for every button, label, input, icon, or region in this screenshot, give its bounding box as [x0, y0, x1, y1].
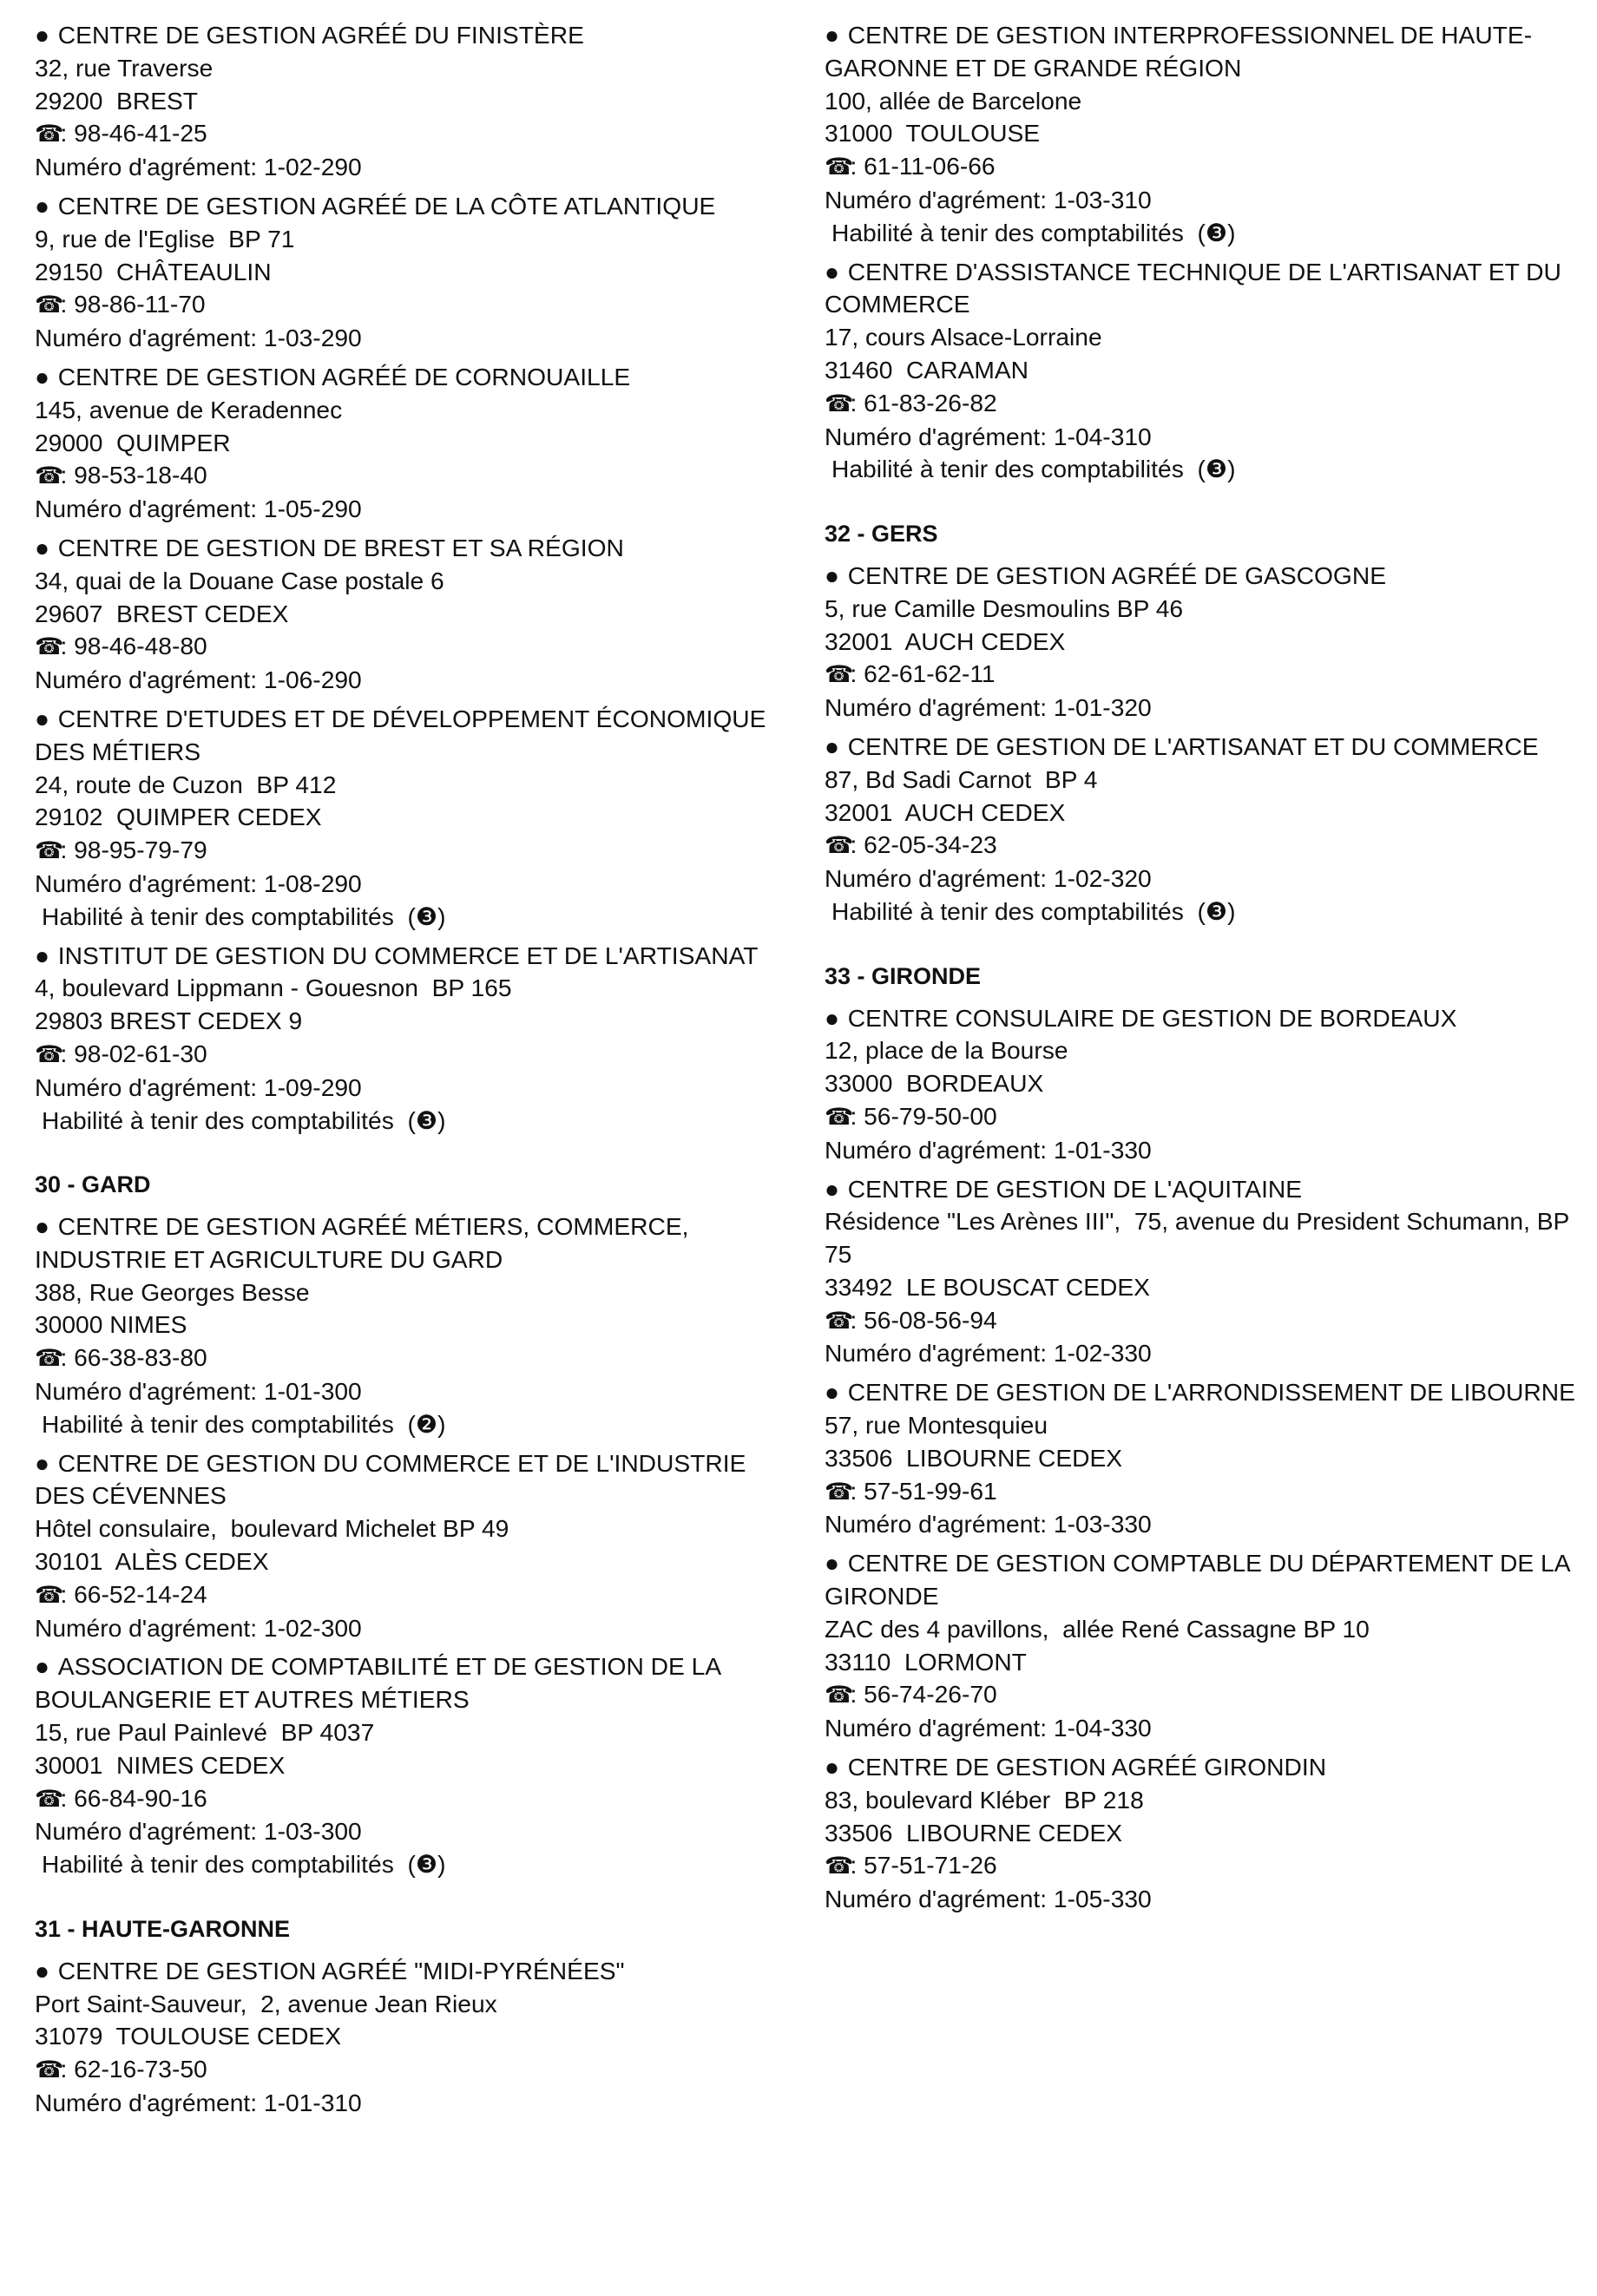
- organization-entry: [825, 19, 1588, 250]
- phone-icon: ☎: [35, 462, 64, 489]
- organization-name: [825, 256, 1588, 322]
- address-line: 15, rue Paul Painlevé BP 4037: [35, 1718, 375, 1747]
- phone-icon: ☎: [35, 1785, 64, 1812]
- agrement-number: Numéro d'agrément: 1-03-290: [35, 324, 362, 352]
- phone-number: : 98-02-61-30: [60, 1039, 207, 1067]
- phone-icon: ☎: [825, 390, 854, 417]
- phone-number: : 57-51-71-26: [850, 1851, 997, 1879]
- address-line: 9, rue de l'Eglise BP 71: [35, 224, 295, 253]
- agrement-number: Numéro d'agrément: 1-03-330: [825, 1510, 1152, 1538]
- address-line: 33492 LE BOUSCAT CEDEX: [825, 1272, 1150, 1301]
- agrement-number: Numéro d'agrément: 1-02-320: [825, 864, 1152, 893]
- phone-line: [825, 658, 1588, 692]
- address-line: Résidence "Les Arènes III", 75, avenue du President Schumann, BP 75: [825, 1207, 1576, 1269]
- habilitation-text: Habilité à tenir des comptabilités: [42, 1105, 394, 1134]
- department-heading: 33 - GIRONDE: [825, 962, 982, 989]
- address-line: 388, Rue Georges Besse: [35, 1277, 310, 1306]
- bullet-icon: ●: [35, 704, 50, 732]
- phone-line: [825, 1475, 1588, 1509]
- phone-line: [35, 834, 798, 868]
- bullet-icon: ●: [35, 533, 50, 561]
- organization-name: [825, 1173, 1588, 1206]
- circled-number-icon: ❸: [1205, 896, 1228, 925]
- bullet-icon: ●: [35, 1212, 50, 1241]
- agrement-number: Numéro d'agrément: 1-01-300: [35, 1377, 362, 1406]
- phone-line: [35, 2053, 798, 2087]
- organization-name-text: CENTRE DE GESTION DE L'ARRONDISSEMENT DE LIBOURNE: [847, 1378, 1575, 1407]
- phone-icon: ☎: [35, 2057, 64, 2083]
- phone-number: : 98-95-79-79: [60, 836, 207, 864]
- phone-line: [35, 117, 798, 151]
- bullet-icon: ●: [825, 1174, 840, 1203]
- organization-name-text: CENTRE DE GESTION AGRÉÉ DE CORNOUAILLE: [57, 362, 631, 390]
- agrement-number: Numéro d'agrément: 1-05-290: [35, 495, 362, 523]
- bullet-icon: ●: [35, 21, 50, 49]
- department-heading: 32 - GERS: [825, 521, 938, 548]
- organization-name: [825, 731, 1588, 764]
- phone-number: : 56-08-56-94: [850, 1305, 997, 1334]
- address-line: 100, allée de Barcelone: [825, 86, 1082, 115]
- phone-line: [35, 288, 798, 322]
- left-column: [35, 19, 798, 2126]
- habilitation-line: Habilité à tenir des comptabilités (❸): [42, 1850, 446, 1879]
- organization-name: [35, 940, 798, 973]
- phone-icon: ☎: [825, 154, 854, 180]
- organization-entry: [35, 19, 798, 184]
- agrement-number: Numéro d'agrément: 1-03-300: [35, 1817, 362, 1846]
- habilitation-text: Habilité à tenir des comptabilités: [831, 896, 1184, 925]
- circled-number-icon: ❷: [415, 1409, 438, 1438]
- agrement-number: Numéro d'agrément: 1-01-330: [825, 1135, 1152, 1164]
- bullet-icon: ●: [35, 1956, 50, 1984]
- address-line: 5, rue Camille Desmoulins BP 46: [825, 594, 1184, 622]
- organization-name-text: CENTRE DE GESTION DU COMMERCE ET DE L'INDUSTRIE DES CÉVENNES: [35, 1448, 753, 1510]
- agrement-number: Numéro d'agrément: 1-09-290: [35, 1073, 362, 1101]
- phone-number: : 61-11-06-66: [850, 152, 996, 180]
- agrement-number: Numéro d'agrément: 1-04-330: [825, 1714, 1152, 1742]
- agrement-number: Numéro d'agrément: 1-02-290: [35, 153, 362, 181]
- organization-name: [35, 1650, 798, 1716]
- organization-entry: [35, 1955, 798, 2120]
- agrement-number: Numéro d'agrément: 1-06-290: [35, 666, 362, 694]
- organization-name-text: CENTRE DE GESTION AGRÉÉ GIRONDIN: [847, 1753, 1327, 1781]
- bullet-icon: ●: [825, 1378, 840, 1407]
- agrement-number: Numéro d'agrément: 1-02-300: [35, 1613, 362, 1642]
- bullet-icon: ●: [825, 1753, 840, 1781]
- organization-name: [35, 703, 798, 769]
- address-line: 33506 LIBOURNE CEDEX: [825, 1818, 1123, 1847]
- circled-number-icon: ❸: [415, 902, 438, 930]
- address-line: 29803 BREST CEDEX 9: [35, 1007, 303, 1035]
- phone-icon: ☎: [35, 633, 64, 660]
- organization-entry: [35, 940, 798, 1138]
- phone-line: [825, 1100, 1588, 1134]
- address-line: Hôtel consulaire, boulevard Michelet BP 49: [35, 1514, 509, 1543]
- phone-number: : 61-83-26-82: [850, 388, 997, 417]
- bullet-icon: ●: [35, 941, 50, 969]
- agrement-number: Numéro d'agrément: 1-08-290: [35, 869, 362, 897]
- organization-name-text: CENTRE DE GESTION AGRÉÉ DU FINISTÈRE: [57, 21, 584, 49]
- phone-number: : 98-53-18-40: [60, 461, 207, 489]
- phone-number: : 98-46-41-25: [60, 119, 207, 148]
- phone-line: [35, 459, 798, 493]
- phone-icon: ☎: [35, 1345, 64, 1372]
- phone-line: [35, 1342, 798, 1375]
- address-line: 57, rue Montesquieu: [825, 1411, 1048, 1440]
- phone-line: [825, 1678, 1588, 1712]
- organization-name: [825, 560, 1588, 593]
- circled-number-icon: ❸: [1205, 455, 1228, 483]
- address-line: 29200 BREST: [35, 86, 199, 115]
- circled-number-icon: ❸: [1205, 218, 1228, 246]
- habilitation-line: Habilité à tenir des comptabilités (❸): [831, 218, 1236, 246]
- agrement-number: Numéro d'agrément: 1-02-330: [825, 1339, 1152, 1368]
- phone-icon: ☎: [825, 661, 854, 688]
- bullet-icon: ●: [35, 362, 50, 390]
- address-line: 31079 TOULOUSE CEDEX: [35, 2022, 342, 2050]
- address-line: 30101 ALÈS CEDEX: [35, 1547, 269, 1576]
- address-line: 33000 BORDEAUX: [825, 1069, 1044, 1098]
- organization-entry: [35, 1650, 798, 1881]
- organization-entry: [825, 1173, 1588, 1371]
- address-line: 4, boulevard Lippmann - Gouesnon BP 165: [35, 974, 512, 1002]
- circled-number-icon: ❸: [415, 1105, 438, 1134]
- organization-entry: [35, 1447, 798, 1645]
- phone-number: : 62-16-73-50: [60, 2055, 207, 2083]
- organization-name-text: CENTRE CONSULAIRE DE GESTION DE BORDEAUX: [847, 1003, 1457, 1032]
- organization-entry: [35, 190, 798, 355]
- address-line: 29102 QUIMPER CEDEX: [35, 803, 322, 831]
- organization-name-text: CENTRE DE GESTION COMPTABLE DU DÉPARTEMENT DE LA GIRONDE: [825, 1549, 1576, 1610]
- address-line: ZAC des 4 pavillons, allée René Cassagne BP 10: [825, 1614, 1370, 1643]
- address-line: 29000 QUIMPER: [35, 428, 231, 456]
- phone-icon: ☎: [825, 1682, 854, 1709]
- address-line: 145, avenue de Keradennec: [35, 395, 343, 423]
- phone-number: : 57-51-99-61: [850, 1476, 997, 1505]
- organization-name: [35, 190, 798, 223]
- phone-line: [35, 1578, 798, 1612]
- organization-entry: [825, 560, 1588, 725]
- organization-name: [35, 532, 798, 565]
- habilitation-text: Habilité à tenir des comptabilités: [831, 218, 1184, 246]
- organization-name-text: ASSOCIATION DE COMPTABILITÉ ET DE GESTION DE LA BOULANGERIE ET AUTRES MÉTIERS: [35, 1652, 727, 1714]
- organization-entry: [825, 1751, 1588, 1916]
- bullet-icon: ●: [825, 21, 840, 49]
- organization-name-text: CENTRE DE GESTION AGRÉÉ MÉTIERS, COMMERCE, INDUSTRIE ET AGRICULTURE DU GARD: [35, 1212, 696, 1273]
- bullet-icon: ●: [35, 1652, 50, 1681]
- organization-entry: [825, 1376, 1588, 1541]
- phone-line: [825, 829, 1588, 863]
- habilitation-line: Habilité à tenir des comptabilités (❸): [42, 1105, 446, 1134]
- phone-line: [825, 1849, 1588, 1883]
- bullet-icon: ●: [825, 1549, 840, 1578]
- agrement-number: Numéro d'agrément: 1-03-310: [825, 185, 1152, 213]
- phone-icon: ☎: [825, 832, 854, 859]
- department-heading: 30 - GARD: [35, 1171, 151, 1198]
- phone-line: [825, 150, 1588, 184]
- phone-icon: ☎: [825, 1307, 854, 1334]
- organization-name-text: CENTRE D'ETUDES ET DE DÉVELOPPEMENT ÉCONOMIQUE DES MÉTIERS: [35, 704, 773, 765]
- bullet-icon: ●: [35, 191, 50, 220]
- address-line: 29150 CHÂTEAULIN: [35, 257, 272, 285]
- habilitation-text: Habilité à tenir des comptabilités: [42, 1409, 394, 1438]
- phone-icon: ☎: [825, 1103, 854, 1130]
- phone-number: : 62-61-62-11: [850, 659, 996, 688]
- organization-entry: [825, 256, 1588, 487]
- department-heading: 31 - HAUTE-GARONNE: [35, 1916, 291, 1943]
- address-line: 31000 TOULOUSE: [825, 119, 1041, 148]
- agrement-number: Numéro d'agrément: 1-04-310: [825, 422, 1152, 450]
- phone-icon: ☎: [35, 1040, 64, 1067]
- organization-entry: [825, 1002, 1588, 1167]
- organization-name: [35, 1955, 798, 1988]
- address-line: 30000 NIMES: [35, 1310, 187, 1339]
- phone-line: [35, 1782, 798, 1816]
- address-line: 33506 LIBOURNE CEDEX: [825, 1443, 1123, 1472]
- habilitation-line: Habilité à tenir des comptabilités (❸): [831, 896, 1236, 925]
- phone-icon: ☎: [35, 837, 64, 864]
- phone-number: : 66-38-83-80: [60, 1343, 207, 1372]
- agrement-number: Numéro d'agrément: 1-01-310: [35, 2089, 362, 2117]
- phone-icon: ☎: [35, 1581, 64, 1608]
- organization-entry: [825, 1547, 1588, 1745]
- address-line: 17, cours Alsace-Lorraine: [825, 323, 1102, 351]
- bullet-icon: ●: [825, 257, 840, 285]
- phone-line: [825, 387, 1588, 421]
- organization-entry: [35, 703, 798, 934]
- right-column: [825, 19, 1588, 1922]
- organization-entry: [35, 361, 798, 526]
- circled-number-icon: ❸: [415, 1850, 438, 1879]
- organization-name: [825, 19, 1588, 85]
- phone-line: [825, 1304, 1588, 1338]
- address-line: 83, boulevard Kléber BP 218: [825, 1785, 1144, 1814]
- address-line: 30001 NIMES CEDEX: [35, 1750, 286, 1779]
- organization-name: [35, 361, 798, 394]
- bullet-icon: ●: [825, 561, 840, 589]
- address-line: 33110 LORMONT: [825, 1647, 1027, 1676]
- organization-name-text: CENTRE D'ASSISTANCE TECHNIQUE DE L'ARTISANAT ET DU COMMERCE: [825, 257, 1568, 318]
- organization-name-text: CENTRE DE GESTION AGRÉÉ DE LA CÔTE ATLANTIQUE: [57, 191, 716, 220]
- phone-number: : 56-74-26-70: [850, 1680, 997, 1709]
- bullet-icon: ●: [825, 731, 840, 760]
- phone-number: : 56-79-50-00: [850, 1101, 997, 1130]
- organization-name: [825, 1376, 1588, 1409]
- phone-line: [35, 630, 798, 664]
- organization-entry: [825, 731, 1588, 928]
- habilitation-line: Habilité à tenir des comptabilités (❸): [42, 902, 446, 930]
- organization-name-text: CENTRE DE GESTION AGRÉÉ "MIDI-PYRÉNÉES": [57, 1956, 625, 1984]
- address-line: 32, rue Traverse: [35, 53, 214, 82]
- organization-name-text: CENTRE DE GESTION DE L'ARTISANAT ET DU COMMERCE: [847, 731, 1539, 760]
- organization-name: [35, 1210, 798, 1276]
- habilitation-text: Habilité à tenir des comptabilités: [831, 455, 1184, 483]
- organization-name: [825, 1547, 1588, 1613]
- habilitation-line: Habilité à tenir des comptabilités (❸): [831, 455, 1236, 483]
- agrement-number: Numéro d'agrément: 1-05-330: [825, 1885, 1152, 1913]
- address-line: 32001 AUCH CEDEX: [825, 626, 1066, 655]
- bullet-icon: ●: [35, 1448, 50, 1477]
- habilitation-text: Habilité à tenir des comptabilités: [42, 902, 394, 930]
- organization-entry: [35, 1210, 798, 1441]
- address-line: Port Saint-Sauveur, 2, avenue Jean Rieux: [35, 1989, 497, 2017]
- phone-icon: ☎: [35, 121, 64, 148]
- address-line: 29607 BREST CEDEX: [35, 599, 289, 627]
- organization-name-text: CENTRE DE GESTION DE BREST ET SA RÉGION: [57, 533, 624, 561]
- agrement-number: Numéro d'agrément: 1-01-320: [825, 693, 1152, 722]
- bullet-icon: ●: [825, 1003, 840, 1032]
- phone-line: [35, 1038, 798, 1072]
- address-line: 34, quai de la Douane Case postale 6: [35, 566, 444, 594]
- organization-entry: [35, 532, 798, 697]
- phone-number: : 98-86-11-70: [60, 290, 206, 318]
- habilitation-line: Habilité à tenir des comptabilités (❷): [42, 1409, 446, 1438]
- phone-number: : 98-46-48-80: [60, 632, 207, 660]
- phone-icon: ☎: [825, 1853, 854, 1879]
- organization-name-text: CENTRE DE GESTION AGRÉÉ DE GASCOGNE: [847, 561, 1387, 589]
- organization-name: [35, 19, 798, 52]
- phone-number: : 66-84-90-16: [60, 1783, 207, 1812]
- phone-icon: ☎: [825, 1478, 854, 1505]
- phone-number: : 62-05-34-23: [850, 830, 997, 859]
- phone-number: : 66-52-14-24: [60, 1579, 207, 1608]
- phone-icon: ☎: [35, 292, 64, 318]
- organization-name: [35, 1447, 798, 1513]
- organization-name-text: CENTRE DE GESTION DE L'AQUITAINE: [847, 1174, 1303, 1203]
- address-line: 12, place de la Bourse: [825, 1036, 1068, 1065]
- address-line: 32001 AUCH CEDEX: [825, 797, 1066, 826]
- organization-name: [825, 1751, 1588, 1784]
- habilitation-text: Habilité à tenir des comptabilités: [42, 1850, 394, 1879]
- address-line: 31460 CARAMAN: [825, 355, 1029, 384]
- organization-name-text: CENTRE DE GESTION INTERPROFESSIONNEL DE HAUTE-GARONNE ET DE GRANDE RÉGION: [825, 21, 1533, 82]
- address-line: 87, Bd Sadi Carnot BP 4: [825, 764, 1098, 793]
- organization-name: [825, 1002, 1588, 1035]
- address-line: 24, route de Cuzon BP 412: [35, 770, 337, 798]
- organization-name-text: INSTITUT DE GESTION DU COMMERCE ET DE L'ARTISANAT: [57, 941, 759, 969]
